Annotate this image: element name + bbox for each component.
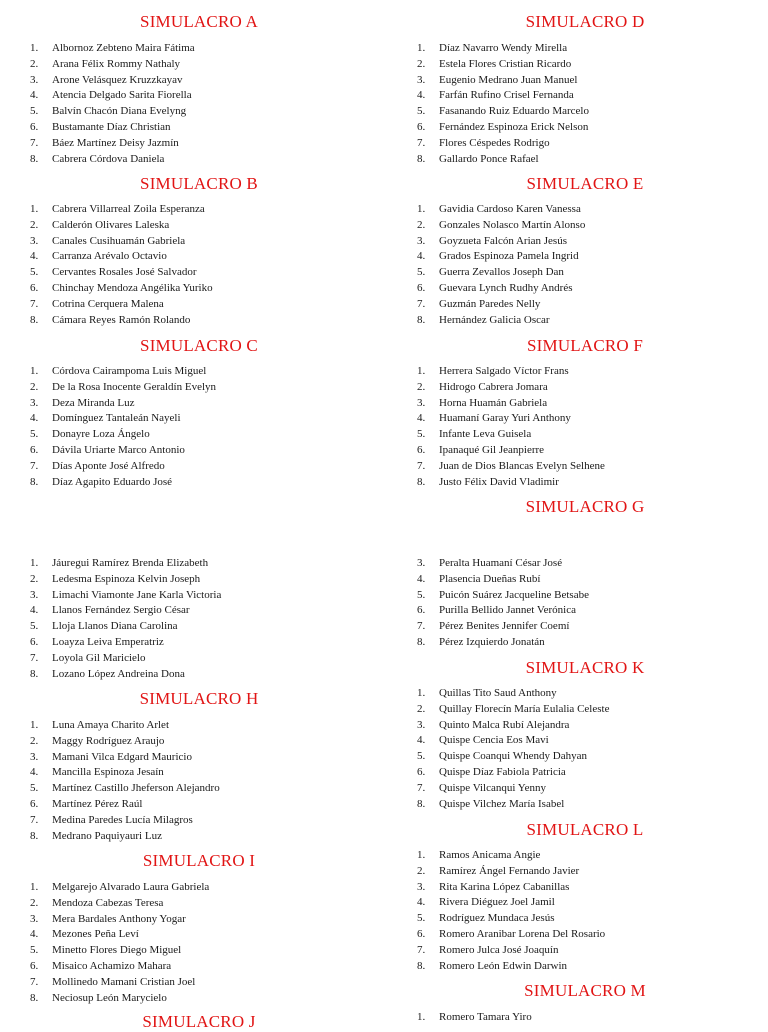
- list-item-name: Días Aponte José Alfredo: [52, 459, 165, 472]
- list-item-name: Fasanando Ruiz Eduardo Marcelo: [439, 105, 589, 118]
- list-item-number: 2.: [30, 57, 39, 70]
- list-item-number: 5.: [417, 266, 426, 279]
- list-item-number: 5.: [30, 782, 39, 795]
- list-item-name: Gallardo Ponce Rafael: [439, 152, 539, 165]
- list-item-name: Pérez Izquierdo Jonatán: [439, 635, 545, 648]
- list-item-number: 4.: [30, 89, 39, 102]
- list-item-name: Huamaní Garay Yuri Anthony: [439, 412, 571, 425]
- list-item-number: 8.: [30, 152, 39, 165]
- list-item-number: 4.: [417, 89, 426, 102]
- section-heading-a: SIMULACRO A: [140, 12, 258, 31]
- section-heading-f: SIMULACRO F: [526, 336, 644, 355]
- list-item-name: Farfán Rufino Crisel Fernanda: [439, 89, 574, 102]
- list-item-name: Arana Félix Rommy Nathaly: [52, 57, 181, 70]
- section-heading-h: SIMULACRO H: [139, 689, 259, 708]
- list-item-name: De la Rosa Inocente Geraldín Evelyn: [52, 380, 217, 393]
- list-item-name: Ramos Anicama Angie: [439, 849, 541, 861]
- list-item-number: 6.: [417, 120, 426, 133]
- list-item-number: 2.: [30, 380, 39, 393]
- list-item-name: Maggy Rodríguez Araujo: [52, 734, 165, 747]
- list-item-name: Cervantes Rosales José Salvador: [52, 266, 197, 279]
- list-item-number: 6.: [30, 635, 39, 648]
- list-item-number: 2.: [30, 896, 39, 909]
- list-item-number: 1.: [417, 42, 426, 54]
- list-item-name: Puicón Suárez Jacqueline Betsabe: [439, 588, 589, 601]
- list-item-number: 8.: [417, 635, 426, 648]
- list-item-name: Mamani Vilca Edgard Mauricio: [52, 750, 192, 763]
- list-item-number: 3.: [30, 234, 39, 247]
- list-item-name: Eugenio Medrano Juan Manuel: [439, 73, 578, 86]
- list-item-name: Quillas Tito Saud Anthony: [439, 687, 557, 699]
- list-item-name: Limachi Viamonte Jane Karla Victoria: [52, 588, 222, 601]
- list-item-name: Quispe Vilchez María Isabel: [439, 797, 565, 810]
- section-heading-c: SIMULACRO C: [140, 336, 258, 355]
- list-item-number: 6.: [417, 604, 426, 617]
- list-item-number: 6.: [30, 443, 39, 456]
- list-item-number: 8.: [30, 667, 39, 680]
- list-item-number: 2.: [30, 572, 39, 585]
- list-item-number: 6.: [30, 797, 39, 810]
- list-item-name: Juan de Dios Blancas Evelyn Selhene: [439, 459, 605, 472]
- list-item-name: Ipanaqué Gil Jeanpierre: [439, 443, 545, 456]
- list-item-number: 1.: [30, 42, 39, 54]
- list-item-number: 5.: [417, 105, 426, 118]
- list-item-name: Guerra Zevallos Joseph Dan: [439, 266, 564, 279]
- list-item-name: Rita Karina López Cabanillas: [439, 880, 570, 893]
- list-item-name: Martínez Pérez Raúl: [52, 797, 143, 810]
- list-item-number: 5.: [30, 105, 39, 118]
- list-item-name: Mendoza Cabezas Teresa: [52, 896, 164, 909]
- list-item-number: 4.: [30, 766, 39, 779]
- list-item-name: Hernández Galicia Oscar: [439, 313, 550, 326]
- list-item-name: Quispe Díaz Fabiola Patricia: [439, 765, 566, 778]
- list-item-number: 1.: [417, 849, 426, 861]
- list-item-number: 5.: [417, 588, 426, 601]
- list-item-name: Fernández Espinoza Erick Nelson: [439, 120, 589, 133]
- list-item-number: 3.: [417, 396, 426, 409]
- list-item-name: Justo Félix David Vladimir: [439, 475, 559, 488]
- list-item-name: Cabrera Córdova Daniela: [52, 152, 165, 165]
- list-item-number: 2.: [417, 864, 426, 877]
- list-item-number: 4.: [417, 412, 426, 425]
- list-item-number: 6.: [30, 120, 39, 133]
- list-item-name: Domínguez Tantaleán Nayeli: [52, 412, 181, 425]
- list-item-name: Loyola Gil Maricielo: [52, 651, 146, 664]
- list-item-number: 6.: [30, 959, 39, 972]
- list-item-name: Gonzales Nolasco Martín Alonso: [439, 218, 586, 231]
- list-item-number: 3.: [30, 588, 39, 601]
- list-item-name: Melgarejo Alvarado Laura Gabriela: [52, 881, 210, 893]
- list-item-name: Guzmán Paredes Nelly: [439, 297, 541, 310]
- list-item-name: Carranza Arévalo Octavio: [52, 250, 167, 263]
- list-item-name: Horna Huamán Gabriela: [439, 396, 548, 409]
- list-item-number: 8.: [30, 829, 39, 842]
- list-item-number: 8.: [417, 959, 426, 972]
- list-item-number: 5.: [30, 266, 39, 279]
- list-item-name: Herrera Salgado Víctor Frans: [439, 365, 569, 377]
- list-item-name: Loayza Leiva Emperatriz: [52, 635, 164, 648]
- section-heading-l: SIMULACRO L: [526, 820, 644, 839]
- list-item-number: 5.: [30, 944, 39, 957]
- list-item-name: Atencia Delgado Sarita Fiorella: [52, 89, 192, 102]
- list-item-number: 4.: [30, 412, 39, 425]
- list-item-name: Jáuregui Ramírez Brenda Elizabeth: [52, 557, 209, 569]
- list-item-name: Quispe Vilcanqui Yenny: [439, 781, 546, 794]
- list-item-number: 7.: [30, 813, 39, 826]
- list-item-number: 7.: [417, 297, 426, 310]
- list-item-name: Grados Espinoza Pamela Ingrid: [439, 250, 579, 263]
- list-item-number: 3.: [417, 234, 426, 247]
- list-item-number: 6.: [417, 927, 426, 940]
- list-item-name: Peralta Huamaní César José: [439, 557, 563, 569]
- list-item-number: 2.: [417, 218, 426, 231]
- list-item-number: 1.: [30, 203, 39, 215]
- list-item-number: 4.: [417, 572, 426, 585]
- list-item-number: 1.: [417, 365, 426, 377]
- list-item-number: 5.: [30, 428, 39, 441]
- list-item-name: Chinchay Mendoza Angélika Yuriko: [52, 281, 213, 294]
- list-item-number: 7.: [417, 943, 426, 956]
- section-heading-m: SIMULACRO M: [524, 981, 646, 1000]
- list-item-name: Cámara Reyes Ramón Rolando: [52, 313, 191, 326]
- list-item-number: 3.: [417, 557, 426, 569]
- list-item-number: 4.: [30, 928, 39, 941]
- list-item-number: 5.: [417, 428, 426, 441]
- list-item-number: 7.: [30, 136, 39, 149]
- list-item-name: Romero León Edwin Darwin: [439, 959, 567, 972]
- list-item-name: Hidrogo Cabrera Jomara: [439, 380, 548, 393]
- list-item-name: Misaico Achamizo Mahara: [52, 959, 172, 972]
- list-item-number: 4.: [417, 896, 426, 909]
- list-item-number: 7.: [30, 651, 39, 664]
- list-item-name: Quillay Florecín María Eulalia Celeste: [439, 702, 610, 715]
- list-item-name: Martínez Castillo Jheferson Alejandro: [52, 782, 220, 795]
- list-item-name: Cabrera Villarreal Zoila Esperanza: [52, 203, 205, 215]
- list-item-number: 7.: [417, 136, 426, 149]
- list-item-name: Quinto Malca Rubí Alejandra: [439, 718, 570, 731]
- list-item-number: 2.: [417, 57, 426, 70]
- list-item-number: 3.: [417, 718, 426, 731]
- section-heading-j: SIMULACRO J: [142, 1012, 256, 1031]
- list-item-name: Romero Julca José Joaquín: [439, 943, 559, 956]
- list-item-number: 2.: [417, 702, 426, 715]
- list-item-name: Rodríguez Mundaca Jesús: [439, 912, 555, 925]
- list-item-name: Díaz Agapito Eduardo José: [52, 475, 173, 488]
- list-item-number: 1.: [417, 1011, 426, 1023]
- list-item-name: Dávila Uriarte Marco Antonio: [52, 443, 185, 456]
- list-item-name: Albornoz Zebteno Maira Fátima: [52, 42, 195, 54]
- list-item-name: Lozano López Andreina Dona: [52, 667, 185, 680]
- list-item-number: 1.: [30, 881, 39, 893]
- list-item-number: 5.: [417, 912, 426, 925]
- section-heading-i: SIMULACRO I: [142, 851, 256, 870]
- list-item-name: Báez Martínez Deisy Jazmín: [52, 136, 179, 149]
- list-item-name: Canales Cusihuamán Gabriela: [52, 234, 186, 247]
- list-item-number: 5.: [417, 750, 426, 763]
- list-item-name: Romero Tamara Yiro: [439, 1011, 532, 1023]
- list-item-number: 3.: [30, 750, 39, 763]
- list-item-number: 2.: [417, 380, 426, 393]
- list-item-name: Lloja Llanos Diana Carolina: [52, 620, 178, 633]
- list-item-number: 1.: [30, 719, 39, 731]
- list-item-name: Medrano Paquiyauri Luz: [52, 829, 162, 842]
- list-item-name: Flores Céspedes Rodrigo: [439, 136, 550, 149]
- section-heading-k: SIMULACRO K: [525, 658, 645, 677]
- list-item-number: 6.: [417, 765, 426, 778]
- list-item-name: Mollinedo Mamani Cristian Joel: [52, 975, 196, 988]
- list-item-number: 1.: [417, 687, 426, 699]
- section-heading-e: SIMULACRO E: [526, 174, 644, 193]
- section-heading-b: SIMULACRO B: [140, 174, 258, 193]
- list-item-name: Díaz Navarro Wendy Mirella: [439, 42, 568, 54]
- list-item-number: 6.: [417, 443, 426, 456]
- list-item-number: 8.: [30, 475, 39, 488]
- list-item-name: Ledesma Espinoza Kelvin Joseph: [52, 572, 201, 585]
- list-item-name: Minetto Flores Diego Miguel: [52, 944, 182, 957]
- list-item-number: 7.: [30, 459, 39, 472]
- list-item-number: 7.: [417, 620, 426, 633]
- list-item-name: Mezones Peña Leví: [52, 928, 139, 941]
- list-item-number: 2.: [30, 218, 39, 231]
- list-item-name: Ramírez Ángel Fernando Javier: [439, 864, 580, 877]
- list-item-number: 7.: [417, 459, 426, 472]
- list-item-number: 6.: [30, 281, 39, 294]
- list-item-name: Mancilla Espinoza Jesaín: [52, 766, 164, 779]
- list-item-number: 4.: [417, 734, 426, 747]
- list-item-number: 8.: [417, 313, 426, 326]
- list-item-name: Donayre Loza Ángelo: [52, 428, 150, 441]
- list-item-name: Calderón Olivares Laleska: [52, 218, 170, 231]
- list-item-name: Mera Bardales Anthony Yogar: [52, 912, 186, 925]
- list-item-name: Plasencia Dueñas Rubí: [439, 572, 541, 585]
- list-item-name: Neciosup León Marycielo: [52, 991, 167, 1004]
- list-item-name: Rivera Diéguez Joel Jamil: [439, 896, 555, 909]
- list-item-number: 8.: [30, 991, 39, 1004]
- list-item-name: Quispe Coanqui Whendy Dahyan: [439, 750, 587, 763]
- list-item-number: 4.: [30, 250, 39, 263]
- list-item-name: Quispe Cencia Eos Mavi: [439, 734, 549, 747]
- list-item-number: 3.: [30, 73, 39, 86]
- list-item-number: 3.: [417, 73, 426, 86]
- list-item-name: Medina Paredes Lucía Milagros: [52, 813, 193, 826]
- list-item-name: Guevara Lynch Rudhy Andrés: [439, 281, 573, 294]
- list-item-number: 3.: [30, 912, 39, 925]
- list-item-name: Pérez Benites Jennifer Coemí: [439, 620, 570, 633]
- list-item-name: Estela Flores Cristian Ricardo: [439, 57, 572, 70]
- list-item-name: Arone Velásquez Kruzzkayav: [52, 73, 183, 86]
- list-item-name: Gavidia Cardoso Karen Vanessa: [439, 203, 581, 215]
- list-item-number: 2.: [30, 734, 39, 747]
- list-item-name: Purilla Bellido Jannet Verónica: [439, 604, 576, 617]
- list-item-name: Balvín Chacón Diana Evelyng: [52, 105, 187, 118]
- list-item-number: 3.: [417, 880, 426, 893]
- list-item-name: Llanos Fernández Sergio César: [52, 604, 190, 617]
- list-item-number: 6.: [417, 281, 426, 294]
- list-item-number: 7.: [30, 297, 39, 310]
- list-item-number: 5.: [30, 620, 39, 633]
- list-item-number: 1.: [30, 557, 39, 569]
- list-item-name: Goyzueta Falcón Arian Jesús: [439, 234, 567, 247]
- list-item-number: 1.: [417, 203, 426, 215]
- list-item-name: Infante Leva Guisela: [439, 428, 532, 441]
- list-item-number: 1.: [30, 365, 39, 377]
- list-item-number: 4.: [30, 604, 39, 617]
- list-item-name: Córdova Cairampoma Luis Miguel: [52, 365, 207, 377]
- list-item-number: 4.: [417, 250, 426, 263]
- list-item-name: Bustamante Díaz Christian: [52, 120, 171, 133]
- list-item-number: 8.: [417, 152, 426, 165]
- list-item-number: 3.: [30, 396, 39, 409]
- section-heading-g: SIMULACRO G: [525, 497, 645, 516]
- list-item-number: 8.: [417, 475, 426, 488]
- list-item-number: 8.: [30, 313, 39, 326]
- list-item-name: Luna Amaya Charito Arlet: [52, 719, 169, 731]
- section-heading-d: SIMULACRO D: [525, 12, 645, 31]
- list-item-name: Romero Aranibar Lorena Del Rosario: [439, 927, 606, 940]
- list-item-number: 7.: [30, 975, 39, 988]
- list-item-number: 7.: [417, 781, 426, 794]
- list-item-name: Cotrina Cerquera Malena: [52, 297, 164, 310]
- list-item-name: Deza Miranda Luz: [52, 396, 135, 409]
- list-item-number: 8.: [417, 797, 426, 810]
